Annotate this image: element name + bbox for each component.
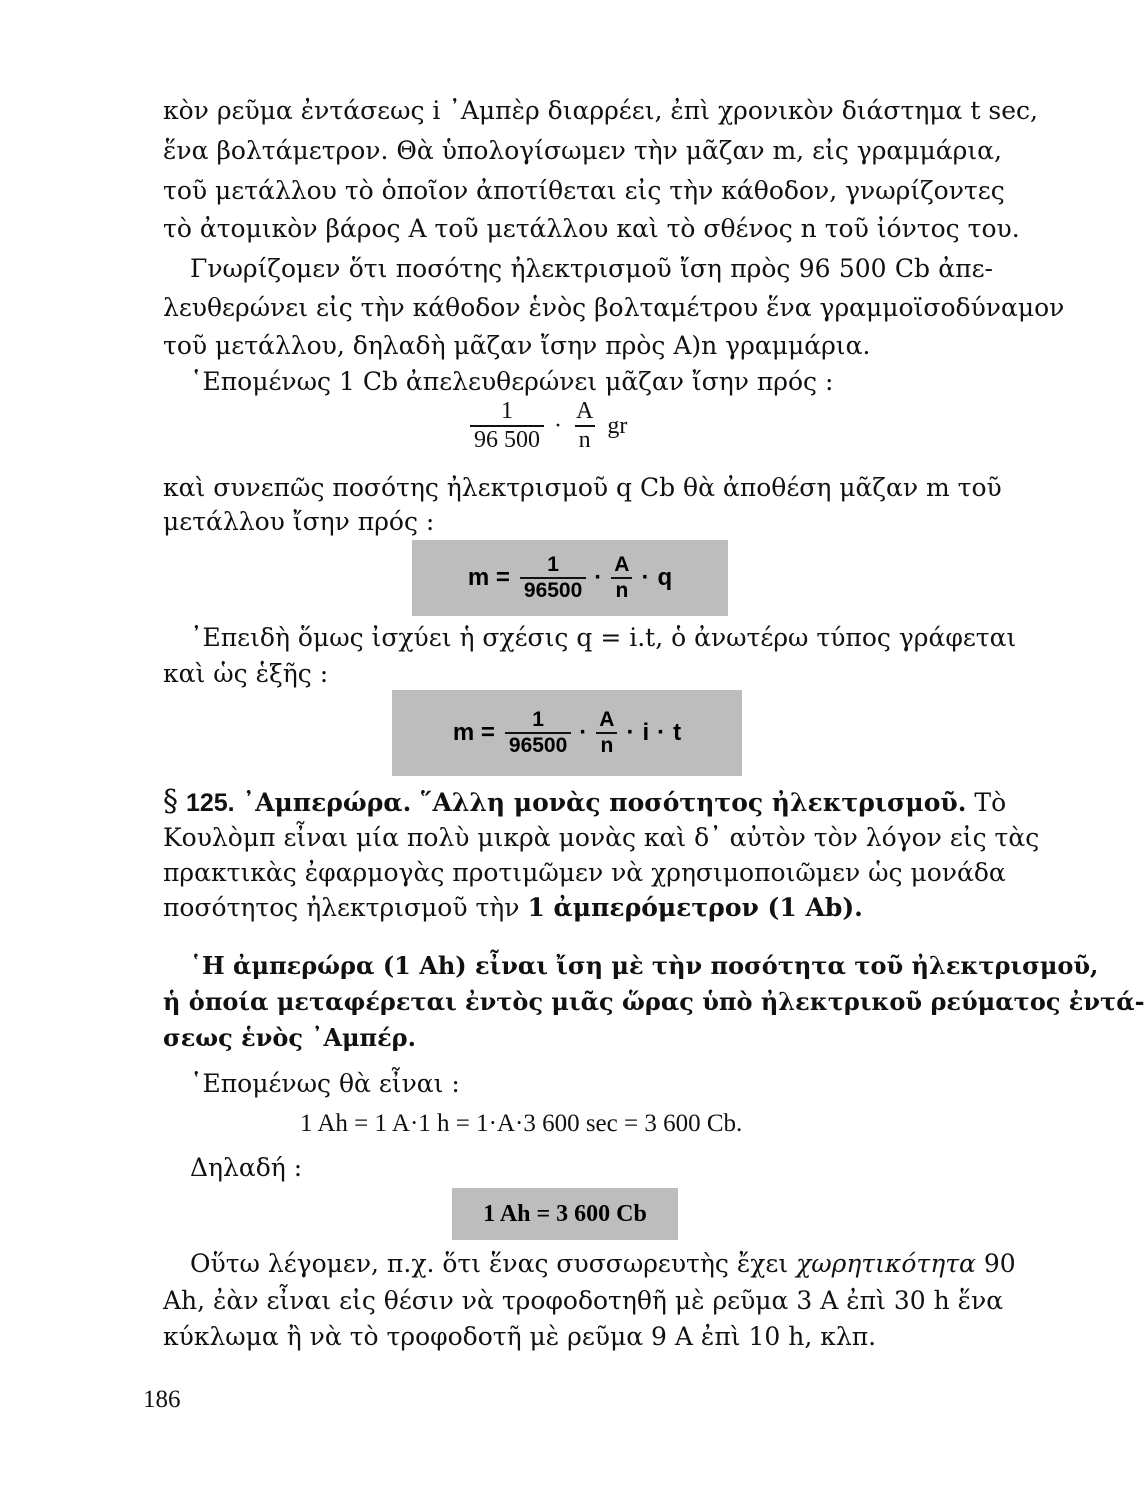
fraction [595, 708, 618, 758]
multiply-dot: · [626, 719, 635, 746]
text-line: Ah, ἐὰν εἶναι εἰς θέσιν νὰ τροφοδοτηθῆ μὲ ρεῦμα 3 Α ἐπὶ 30 h ἕνα [163, 1286, 1004, 1315]
text-line: ἕνα βολτάμετρον. Θὰ ὑπολογίσωμεν τὴν μᾶζαν m, εἰς γραμμάρια, [163, 136, 1003, 165]
text-line: τοῦ μετάλλου τὸ ὁποῖον ἀποτίθεται εἰς τὴν κάθοδον, γνωρίζοντες [163, 176, 1005, 205]
formula-box-mass-current-time [392, 690, 742, 776]
text-line: πρακτικὰς ἐφαρμογὰς προτιμῶμεν νὰ χρησιμοποιῶμεν ὡς μονάδα [163, 858, 1006, 887]
formula-box-amperehour: 1 Ah = 3 600 Cb [452, 1188, 678, 1240]
multiply-dot: · [641, 564, 650, 591]
text-line: ᾿Επειδὴ ὅμως ἰσχύει ἡ σχέσις q = i.t, ὁ ἀνωτέρω τύπος γράφεται [190, 623, 1017, 652]
denominator: 96500 [520, 577, 586, 603]
numerator: A [599, 708, 615, 731]
bold-term: 1 ἀμπερόμετρον (1 Ab). [527, 893, 863, 922]
section-number: 125. [185, 789, 235, 817]
text-line: κὸν ρεῦμα ἐντάσεως i ᾿Αμπὲρ διαρρέει, ἐπὶ χρονικὸν διάστημα t sec, [163, 96, 1038, 125]
numerator: 1 [532, 708, 544, 731]
fraction [520, 553, 586, 603]
formula-term: q [657, 564, 673, 591]
formula-box-mass [412, 540, 728, 616]
text-line [190, 1248, 1016, 1280]
numerator: 1 [501, 398, 513, 424]
denominator: 96 500 [470, 425, 544, 454]
text-line: καὶ ὡς ἑξῆς : [163, 659, 329, 688]
multiply-dot: · [594, 564, 603, 591]
text-line: κύκλωμα ἢ νὰ τὸ τροφοδοτῆ μὲ ρεῦμα 9 Α ἐπὶ 10 h, κλπ. [163, 1322, 877, 1351]
numerator: 1 [547, 553, 559, 576]
formula-amperehour-derivation: 1 Ah = 1 A·1 h = 1·A·3 600 sec = 3 600 Cb. [300, 1110, 743, 1137]
text-line: Δηλαδή : [190, 1153, 303, 1182]
definition-line: σεως ἑνὸς ᾿Αμπέρ. [163, 1023, 416, 1052]
fraction [610, 553, 633, 603]
multiply-dot: · [554, 412, 562, 439]
denominator: n [575, 425, 595, 454]
text-fragment: Οὕτω λέγομεν, π.χ. ὅτι ἕνας συσσωρευτὴς ἔχει [190, 1249, 789, 1278]
text-line: τοῦ μετάλλου, δηλαδὴ μᾶζαν ἴσην πρὸς Α)n γραμμάρια. [163, 331, 871, 360]
section-heading-line [163, 784, 1007, 819]
formula-mass-per-coulomb [470, 398, 627, 454]
fraction [572, 398, 597, 454]
text-line: Κουλὸμπ εἶναι μία πολὺ μικρὰ μονὰς καὶ δ᾿ αὐτὸν τὸν λόγον εἰς τὰς [163, 823, 1040, 852]
text-fragment: 90 [983, 1249, 1016, 1278]
text-line: καὶ συνεπῶς ποσότης ἠλεκτρισμοῦ q Cb θὰ ἀποθέση μᾶζαν m τοῦ [163, 473, 1002, 502]
numerator: A [576, 398, 594, 424]
denominator: n [611, 577, 632, 603]
denominator: 96500 [505, 732, 571, 758]
section-symbol: § [163, 784, 178, 819]
text-line [163, 892, 993, 924]
text-fragment: ποσότητος ἠλεκτρισμοῦ τὴν [163, 893, 520, 922]
formula-lhs: m = [452, 719, 495, 746]
multiply-dot: · [579, 719, 588, 746]
section-title: ᾿Αμπερώρα. ῞Αλλη μονὰς ποσότητος ἠλεκτρισμοῦ. [242, 788, 967, 817]
text-line: λευθερώνει εἰς τὴν κάθοδον ἑνὸς βολταμέτρου ἕνα γραμμοϊσοδύναμον [163, 293, 1065, 322]
text-line: ῾Επομένως 1 Cb ἀπελευθερώνει μᾶζαν ἴσην πρός : [190, 367, 834, 396]
numerator: A [614, 553, 630, 576]
fraction [470, 398, 544, 454]
multiply-dot: · [657, 719, 666, 746]
text-line: ῾Επομένως θὰ εἶναι : [190, 1069, 460, 1098]
fraction [505, 708, 571, 758]
text-fragment: Τὸ [974, 788, 1007, 817]
formula-lhs: m = [467, 564, 510, 591]
denominator: n [596, 732, 617, 758]
formula-term: t [673, 719, 682, 746]
page-number: 186 [143, 1386, 181, 1413]
text-line: τὸ ἀτομικὸν βάρος Α τοῦ μετάλλου καὶ τὸ σθένος n τοῦ ἰόντος του. [163, 214, 1020, 243]
text-line: μετάλλου ἴσην πρός : [163, 507, 435, 536]
formula-term: i [642, 719, 650, 746]
definition-line: ῾Η ἀμπερώρα (1 Ah) εἶναι ἴση μὲ τὴν ποσότητα τοῦ ἠλεκτρισμοῦ, [190, 951, 1099, 980]
italic-term: χωρητικότητα [796, 1249, 976, 1278]
unit-label: gr [607, 412, 628, 439]
definition-line: ἡ ὁποία μεταφέρεται ἐντὸς μιᾶς ὥρας ὑπὸ ἠλεκτρικοῦ ρεύματος ἐντά- [163, 987, 1145, 1016]
text-line: Γνωρίζομεν ὅτι ποσότης ἠλεκτρισμοῦ ἴση πρὸς 96 500 Cb ἀπε- [190, 254, 993, 283]
